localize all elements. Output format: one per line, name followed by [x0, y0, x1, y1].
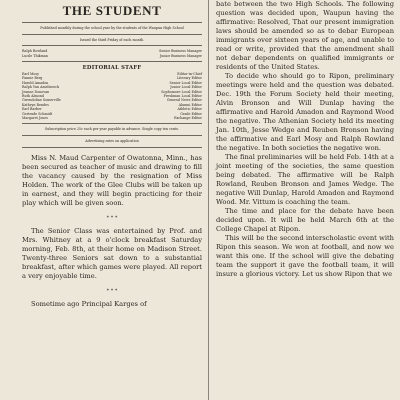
article-paragraph: bate between the two High Schools. The following question was decided upon, Waupun having the affirmative: Resolved, That our present immigration laws should be amended so as to debar European immigrants over sixteen years of age, and unable to read or write, provided that the amendment shall not debar dependents on qualified immigrants or residents of the United States.	[216, 0, 394, 71]
article-paragraph: The final preliminaries will be held Feb. 14th at a joint meeting of the societies, the same question being debated. The affirmative will be Ralph Rowland, Reuben Bronson and James Wedge. The negative Will Dunlap, Harold Amadon and Raymond Wood. Mr. Vittum is coaching the team.	[216, 153, 394, 206]
article-paragraph: The Senior Class was entertained by Prof. and Mrs. Whitney at a 9 o'clock breakfast Saturday morning, Feb. 8th, at their home on Madison Street. Twenty-three Seniors sat down to a substantial breakfast, after which games were played. All report a very enjoyable time.	[22, 226, 202, 280]
staff-row: Lucile Thikman Junior Business Manager	[22, 53, 202, 58]
article-paragraph: Sometime ago Principal Karges of	[31, 299, 147, 308]
article-paragraph: The time and place for the debate have been decided upon. It will be held March 6th at the College Chapel at Ripon.	[216, 207, 394, 233]
right-column	[216, 0, 394, 279]
staff-row: Earl Barber Athletic Editor	[22, 107, 202, 112]
staff-row: Earl Mosy Editor-in-Chief	[22, 72, 202, 76]
staff-row: Margaret Jones Exchange Editor	[22, 116, 202, 121]
masthead: THE STUDENT	[62, 3, 162, 18]
separator: * * *	[106, 287, 118, 294]
staff-row: Ralph Van Ameliroeck Junior Local Editor	[22, 85, 202, 90]
left-column	[22, 0, 202, 309]
column-divider	[208, 0, 209, 400]
rule	[22, 22, 202, 23]
article-paragraph: Miss N. Maud Carpenter of Owatonna, Minn., has been secured as teacher of music and drawing to fill the vacancy caused by the resignation of Miss Holden. The work of the Glee Clubs will be taken up in earnest, and they will begin practicing for their play which will be given soon.	[22, 153, 202, 207]
rule	[22, 34, 202, 35]
staff-row: Fannie Berg Literary Editor	[22, 76, 202, 81]
issue-info: Issued the third Friday of each month.	[79, 37, 145, 42]
rule	[22, 61, 202, 62]
staff-row: Jeanne Donovan Sophomore Local Editor	[22, 89, 202, 94]
rule	[22, 45, 202, 46]
staff-row: Gertrude Schmidt Grade Editor	[22, 111, 202, 116]
rule	[22, 147, 202, 148]
subscription-info: Subscription price 25c each per year payable in advance. Single copy ten cents.	[44, 127, 180, 132]
article-paragraph: To decide who should go to Ripon, preliminary meetings were held and the question was debated. Dec. 19th the Forum Society held their meeting, Alvin Bronson and Will Dunlap having the affirmative and Harold Amadon and Raymond Wood the negative. The Athenian Society held its meeting Jan. 10th, Jesse Wedge and Reuben Bronson having the affirmative and Earl Mosy and Ralph Rowland the negative. In both societies the negative won.	[216, 72, 394, 152]
editorial-staff	[22, 72, 202, 120]
rule	[22, 123, 202, 124]
article-paragraph: This will be the second interscholastic event with Ripon this season. We won at football, and now we want this one. If the school will give the debating team the support it gave the football team, it will insure a glorious victory. Let us show Ripon that we	[216, 234, 394, 278]
staff-row: Ruth Almond Freshman Local Editor	[22, 94, 202, 99]
rule	[22, 135, 202, 136]
staff-row: Ralph Rowland Senior Business Manager	[22, 49, 202, 54]
advertising-info: Advertising rates on application	[85, 139, 139, 144]
staff-row: Gwendoline Somerville General News Editor	[22, 98, 202, 103]
staff-row: Harold Amadon Senior Local Editor	[22, 80, 202, 85]
publication-info: Published monthly during the school year by the students of the Waupun High School	[40, 26, 184, 30]
staff-row: Kathryn Rendes Alumni Editor	[22, 102, 202, 107]
business-staff	[22, 49, 202, 58]
separator: * * *	[106, 214, 118, 221]
editorial-staff-title: EDITORIAL STAFF	[82, 65, 142, 71]
